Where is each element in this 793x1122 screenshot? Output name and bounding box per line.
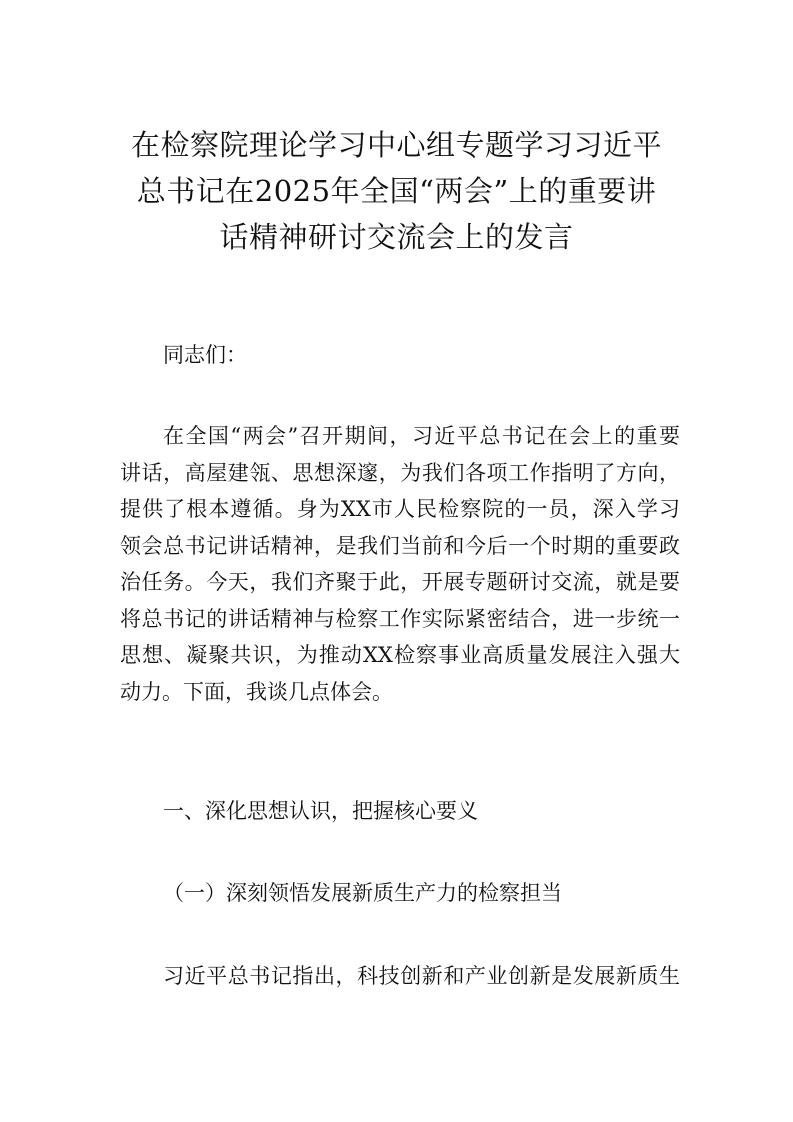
title-line: 话精神研讨交流会上的发言	[219, 220, 574, 254]
title-line: 在检察院理论学习中心组专题学习习近平	[130, 128, 662, 162]
section-heading: 一、深化思想认识，把握核心要义	[163, 799, 478, 823]
salutation: 同志们：	[163, 343, 247, 367]
title-line: 总书记在2025年全国“两会”上的重要讲	[136, 174, 657, 208]
paragraph-line: 领会总书记讲话精神，是我们当前和今后一个时期的重要政	[120, 533, 680, 558]
intro-paragraph	[120, 418, 680, 710]
paragraph-line: 将总书记的讲话精神与检察工作实际紧密结合，进一步统一	[120, 606, 680, 631]
paragraph-line: 讲话，高屋建瓴、思想深邃，为我们各项工作指明了方向，	[120, 460, 680, 485]
paragraph-line: 动力。下面，我谈几点体会。	[120, 679, 393, 704]
paragraph-line: 思想、凝聚共识，为推动XX检察事业高质量发展注入强大	[120, 643, 680, 667]
subsection-heading: （一）深刻领悟发展新质生产力的检察担当	[163, 881, 562, 905]
paragraph-line: 习近平总书记指出，科技创新和产业创新是发展新质生	[163, 964, 680, 988]
paragraph-line: 治任务。今天，我们齐聚于此，开展专题研讨交流，就是要	[120, 570, 680, 594]
document-title	[100, 122, 693, 260]
body-paragraph	[120, 958, 680, 995]
paragraph-line: 提供了根本遵循。身为XX市人民检察院的一员，深入学习	[120, 497, 680, 521]
paragraph-line: 在全国“两会”召开期间，习近平总书记在会上的重要	[163, 424, 680, 448]
